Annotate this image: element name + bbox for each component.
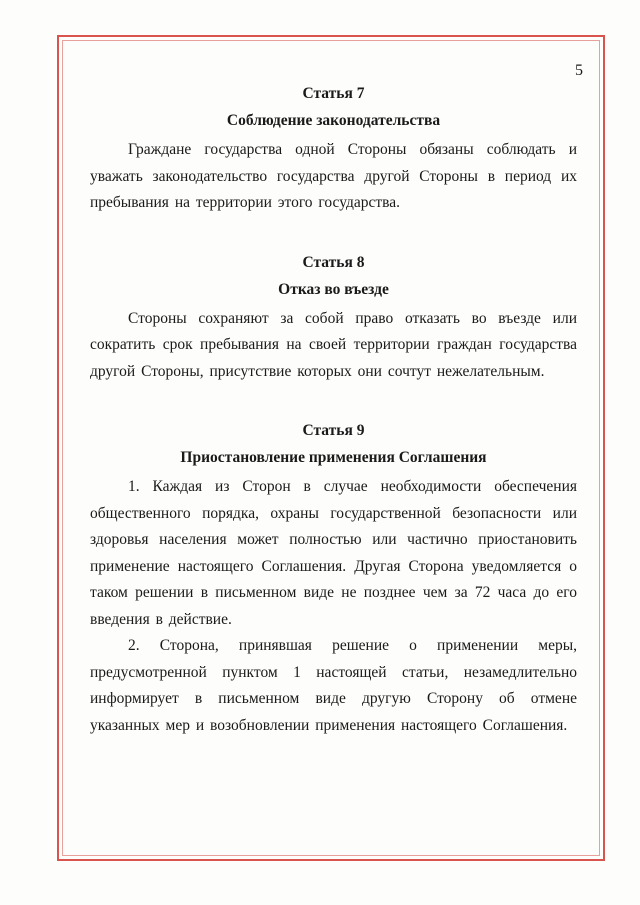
article-9 — [90, 421, 577, 739]
article-title: Соблюдение законодательства — [226, 112, 441, 129]
article-paragraph: 1. Каждая из Сторон в случае необходимости обеспечения общественного порядка, охраны государственной безопасности или здоровья населения может полностью или частично приостановить применение настоящего Соглашения. Другая Сторона уведомляется о таком решении в письменном виде не позднее чем за 72 часа до его введения в действие. — [90, 478, 577, 628]
article-title: Приостановление применения Соглашения — [180, 449, 487, 466]
page-number: 5 — [575, 62, 583, 79]
article-number: Статья 9 — [302, 422, 365, 439]
article-paragraph: Стороны сохраняют за собой право отказать во въезде или сократить срок пребывания на своей территории граждан государства другой Стороны, присутствие которых они сочтут нежелательным. — [90, 309, 577, 380]
article-paragraph: Граждане государства одной Стороны обязаны соблюдать и уважать законодательство государства другой Стороны в период их пребывания на территории этого государства. — [90, 141, 577, 211]
article-number: Статья 8 — [302, 253, 365, 271]
article-paragraph: 2. Сторона, принявшая решение о применении меры, предусмотренной пунктом 1 настоящей статьи, незамедлительно информирует в письменном виде другую Сторону об отмене указанных мер и возобновлении применения настоящего Соглашения. — [90, 637, 577, 734]
document-body — [90, 84, 577, 775]
article-8 — [90, 253, 577, 386]
article-title: Отказ во въезде — [278, 280, 389, 298]
article-number: Статья 7 — [302, 85, 365, 102]
article-7 — [90, 84, 577, 217]
